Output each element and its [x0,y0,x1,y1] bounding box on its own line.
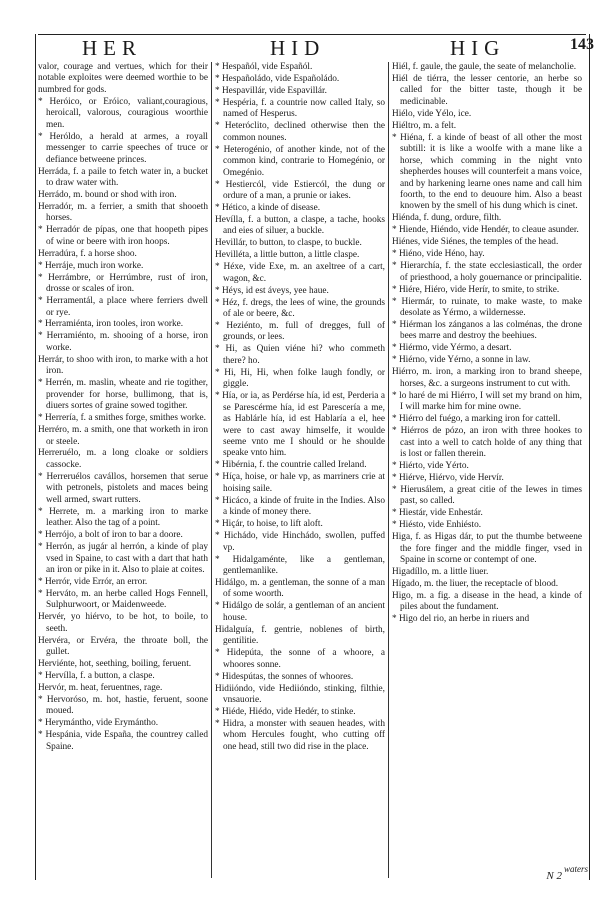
dictionary-entry: * Herrete, m. a marking iron to marke leather. Also the tag of a point. [38,506,208,529]
dictionary-entry: * Hiçár, to hoise, to lift aloft. [215,519,323,530]
header-rule [38,34,586,35]
dictionary-entry: Hiél, f. gaule, the gaule, the seate of melancholie. [392,62,577,72]
dictionary-entry: * Heteróclito, declined otherwise then the common nounes. [215,121,385,143]
dictionary-entry: * Hético, a kinde of disease. [215,202,321,213]
dictionary-entry: Hiél de tiérra, the lesser centorie, an herbe so called for the bitter taste, though it be medicinable. [392,73,582,107]
dictionary-entry: Hiénda, f. dung, ordure, filth. [392,213,502,224]
dictionary-entry: * Herrór, vide Errór, an error. [38,576,148,587]
dictionary-entry: Herreruélo, m. a long cloake or soldiers cassocke. [38,448,208,470]
dictionary-entry: * Hiérmo, vide Yérmo, a desart. [392,343,512,354]
column-rule-2 [388,62,389,878]
dictionary-entry: * Herramiénta, iron tooles, iron worke. [38,319,184,330]
dictionary-entry: Hevílla, f. a button, a claspe, a tache, hooks and eies of siluer, a buckle. [215,214,385,237]
dictionary-entry: * Hierusálem, a great citie of the Iewes in times past, so called. [392,484,582,507]
dictionary-entry: Herréro, m. a smith, one that worketh in iron or steele. [38,425,208,447]
dictionary-entry: * Hi, Hi, Hi, when folke laugh fondly, or giggle. [215,367,385,390]
dictionary-entry: * Herrámbre, or Herrúmbre, rust of iron, drosse or scales of iron. [38,272,208,295]
dictionary-entry: Hiélo, vide Yélo, ice. [392,108,472,119]
dictionary-entry: Herrádo, m. bound or shod with iron. [38,189,177,200]
dictionary-entry: * Herváto, m. an herbe called Hogs Fennell, Sulphurwoort, or Maidenweede. [38,588,208,611]
dictionary-entry: * Hespañól, vide Españól. [215,62,313,72]
dictionary-entry: * Híça, hoise, or hale vp, as marriners crie at hoising saile. [215,472,385,494]
dictionary-entry: * Herymántho, vide Erymántho. [38,718,159,729]
dictionary-entry: Hevilléta, a little button, a little claspe. [215,250,360,261]
dictionary-entry: * Hiestár, vide Enhestár. [392,508,483,519]
dictionary-entry: * Hiermár, to ruinate, to make waste, to make desolate as Yérmo, a wildernesse. [392,296,582,319]
dictionary-entry: Hígado, m. the liuer, the receptacle of blood. [392,578,559,589]
dictionary-entry: Hidalguía, f. gentrie, noblenes of birth, gentilitie. [215,624,385,647]
dictionary-entry: * Hiérros de pózo, an iron with three hookes to cast into a well to catch holde of any thing that is lost or fallen therein. [392,426,582,459]
dictionary-entry: * Heziénto, m. full of dregges, full of grounds, or lees. [215,320,385,343]
dictionary-entry: Higo, m. a fig. a disease in the head, a kinde of piles about the fundament. [392,590,582,613]
dictionary-entry: * Hidespútas, the sonnes of whoores. [215,671,354,682]
dictionary-entry: Herráda, f. a paile to fetch water in, a bucket to draw water with. [38,166,208,189]
dictionary-entry: Herviénte, hot, seething, boiling, feruent. [38,659,192,670]
dictionary-entry: * Héxe, vide Exe, m. an axeltree of a cart, wagon, &c. [215,262,385,284]
dictionary-entry: * Hiérno, vide Yérno, a sonne in law. [392,355,531,366]
dictionary-entry: * Hiéna, f. a kinde of beast of all other the most subtill: it is like a woolfe with a mane like a horse, which comming in the night vnto shepherdes houses will counterfeit a mans voice, and by harkening learne ones name and call him foorth, to the end to deuoure him. Also a beast knowen by the smell of his dung which is cinet. [392,132,582,212]
dictionary-entry: * Hiére, Hiéro, vide Herír, to smite, to strike. [392,284,560,295]
dictionary-entry: Hevillár, to button, to claspe, to buckle. [215,238,362,249]
dictionary-entry: * Heróico, or Eróico, valiant,couragious, heroicall, valorous, couragious woorthie men. [38,96,208,130]
dictionary-entry: * Hibérnia, f. the countrie called Ireland. [215,460,367,471]
running-head-center: HID [270,36,326,60]
dictionary-entry: * Hiérto, vide Yérto. [392,460,469,471]
dictionary-entry: * Herrójo, a bolt of iron to bar a doore. [38,530,183,541]
dictionary-entry: Higa, f. as Higas dár, to put the thumbe betweene the fore finger and the middle finger, vsed in Spaine in scorne or contempt of one. [392,532,582,566]
column-2 [215,62,385,876]
dictionary-entry: * Hervílla, f. a button, a claspe. [38,671,155,682]
catchword: waters [563,864,588,874]
dictionary-entry: * Hidalgaménte, like a gentleman, gentlemanlike. [215,554,385,576]
dictionary-entry: * Hiéno, vide Héno, hay. [392,249,485,260]
column-3 [392,62,582,876]
dictionary-entry: Herradór, m. a ferrier, a smith that shooeth horses. [38,201,208,224]
running-head-right: HIG [450,36,506,60]
dictionary-entry: * Hervoróso, m. hot, hastie, feruent, soone moued. [38,694,208,717]
dictionary-entry: * Hiérro del fuégo, a marking iron for cattell. [392,414,561,425]
dictionary-entry: * Hiérman los zánganos a las colménas, the drone bees marre and destroy the beehiues. [392,319,582,342]
dictionary-entry: * Herradór de pípas, one that hoopeth pipes of wine or beere with iron hoops. [38,225,208,247]
dictionary-entry: valor, courage and vertues, which for their notable exploites were deemed worthie to be numbred for gods. [38,62,208,95]
page-number: 143 [570,36,594,53]
dictionary-entry: Hiéltro, m. a felt. [392,120,457,131]
dictionary-entry: Hiérro, m. iron, a marking iron to brand sheepe, horses, &c. a surgeons instrument to cut with. [392,367,582,389]
dictionary-entry: * Herrería, f. a smithes forge, smithes worke. [38,413,206,424]
dictionary-entry: Hervér, yo hiérvo, to be hot, to boile, to seeth. [38,612,208,634]
dictionary-page [38,34,594,886]
dictionary-entry: Higadíllo, m. a little liuer. [392,566,489,577]
dictionary-entry: * Hía, or ia, as Perdérse hía, id est, Perderia a se Parescérme hía, id est Parescería a me, as Hablárle hía, id est Hablaría a el, hee were to cast away himselfe, it woulde seeme vnto me I should or he shoulde speake vnto him. [215,391,385,459]
column-rule-1 [211,62,212,878]
dictionary-entry: * Héz, f. dregs, the lees of wine, the grounds of ale or beere, &c. [215,297,385,320]
dictionary-entry: * Herreruélos cavállos, horsemen that serue with petronels, pistolets and maces being well armed, swart rutters. [38,471,208,505]
dictionary-entry: * Hidálgo de solár, a gentleman of an ancient house. [215,601,385,623]
dictionary-entry: * Hidra, a monster with seauen heades, with whom Hercules fought, who cutting off one head, still two did rise in the place. [215,718,385,752]
dictionary-entry: * Hiéde, Hiédo, vide Hedér, to stinke. [215,706,356,717]
dictionary-entry: * Herramiénto, m. shooing of a horse, iron worke. [38,331,208,353]
dictionary-entry: Hervéra, or Ervéra, the throate boll, the gullet. [38,635,208,658]
dictionary-entry: * Hichádo, vide Hinchádo, swollen, puffed vp. [215,531,385,553]
dictionary-entry: * Hiésto, vide Enhiésto. [392,520,482,531]
dictionary-entry: * Hi, as Quien viéne hi? who commeth there? ho. [215,344,385,366]
dictionary-entry: Herrár, to shoo with iron, to marke with a hot iron. [38,354,208,377]
dictionary-entry: * Hespavillár, vide Espavillár. [215,85,327,96]
column-1 [38,62,208,876]
dictionary-entry: * Hidepúta, the sonne of a whoore, a whoores sonne. [215,648,385,670]
dictionary-entry: * Herrón, as jugár al herrón, a kinde of play vsed in Spaine, to cast with a dart that hath an iron or pike in it. Also to plaie at coites. [38,542,208,575]
dictionary-entry: * Hierarchía, f. the state ecclesiasticall, the order of priesthood, a holy gouernance or principalitie. [392,261,582,283]
dictionary-entry: * Hespañoládo, vide Españoládo. [215,73,340,84]
dictionary-entry: Herradúra, f. a horse shoo. [38,248,137,259]
dictionary-entry: * Hestiercól, vide Estiercól, the dung or ordure of a man, a prunie or iakes. [215,179,385,201]
dictionary-entry: * lo haré de mi Hiérro, I will set my brand on him, I will marke him for mine owne. [392,390,582,413]
dictionary-entry: * Herramentál, a place where ferriers dwell or rye. [38,296,208,318]
dictionary-entry: * Hespéria, f. a countrie now called Italy, so named of Hesperus. [215,97,385,120]
dictionary-entry: * Higo del rio, an herbe in riuers and [392,614,530,625]
dictionary-entry: * Heróldo, a herald at armes, a royall messenger to carrie speeches of truce or defiance betweene princes. [38,131,208,165]
dictionary-entry: * Héys, id est áveys, yee haue. [215,285,329,296]
dictionary-entry: * Heterogénio, of another kinde, not of the common kind, contrarie to Homegénio, or Omegénio. [215,144,385,178]
dictionary-entry: Hidálgo, m. a gentleman, the sonne of a man of some woorth. [215,577,385,600]
signature-mark: N 2 [546,870,562,882]
right-border [589,34,590,880]
dictionary-entry: * Hiérve, Hiérvo, vide Hervír. [392,472,504,483]
left-border [35,34,36,880]
dictionary-entry: Hiénes, vide Siénes, the temples of the head. [392,237,559,248]
dictionary-entry: * Hespánia, vide España, the countrey called Spaine. [38,730,208,752]
running-head-left: HER [82,36,142,60]
dictionary-entry: Hervór, m. heat, feruentnes, rage. [38,683,163,694]
dictionary-entry: * Herráje, much iron worke. [38,260,144,271]
dictionary-entry: * Hiende, Hiéndo, vide Hendér, to cleaue asunder. [392,225,579,236]
dictionary-entry: Hidiióndo, vide Hediióndo, stinking, filthie, vnsauorie. [215,683,385,705]
dictionary-entry: * Herrén, m. maslin, wheate and rie togither, provender for horse, bullimong, that is, diuers sortes of graine sowed togither. [38,378,208,412]
dictionary-entry: * Hicáco, a kinde of fruite in the Indies. Also a kinde of money there. [215,495,385,518]
